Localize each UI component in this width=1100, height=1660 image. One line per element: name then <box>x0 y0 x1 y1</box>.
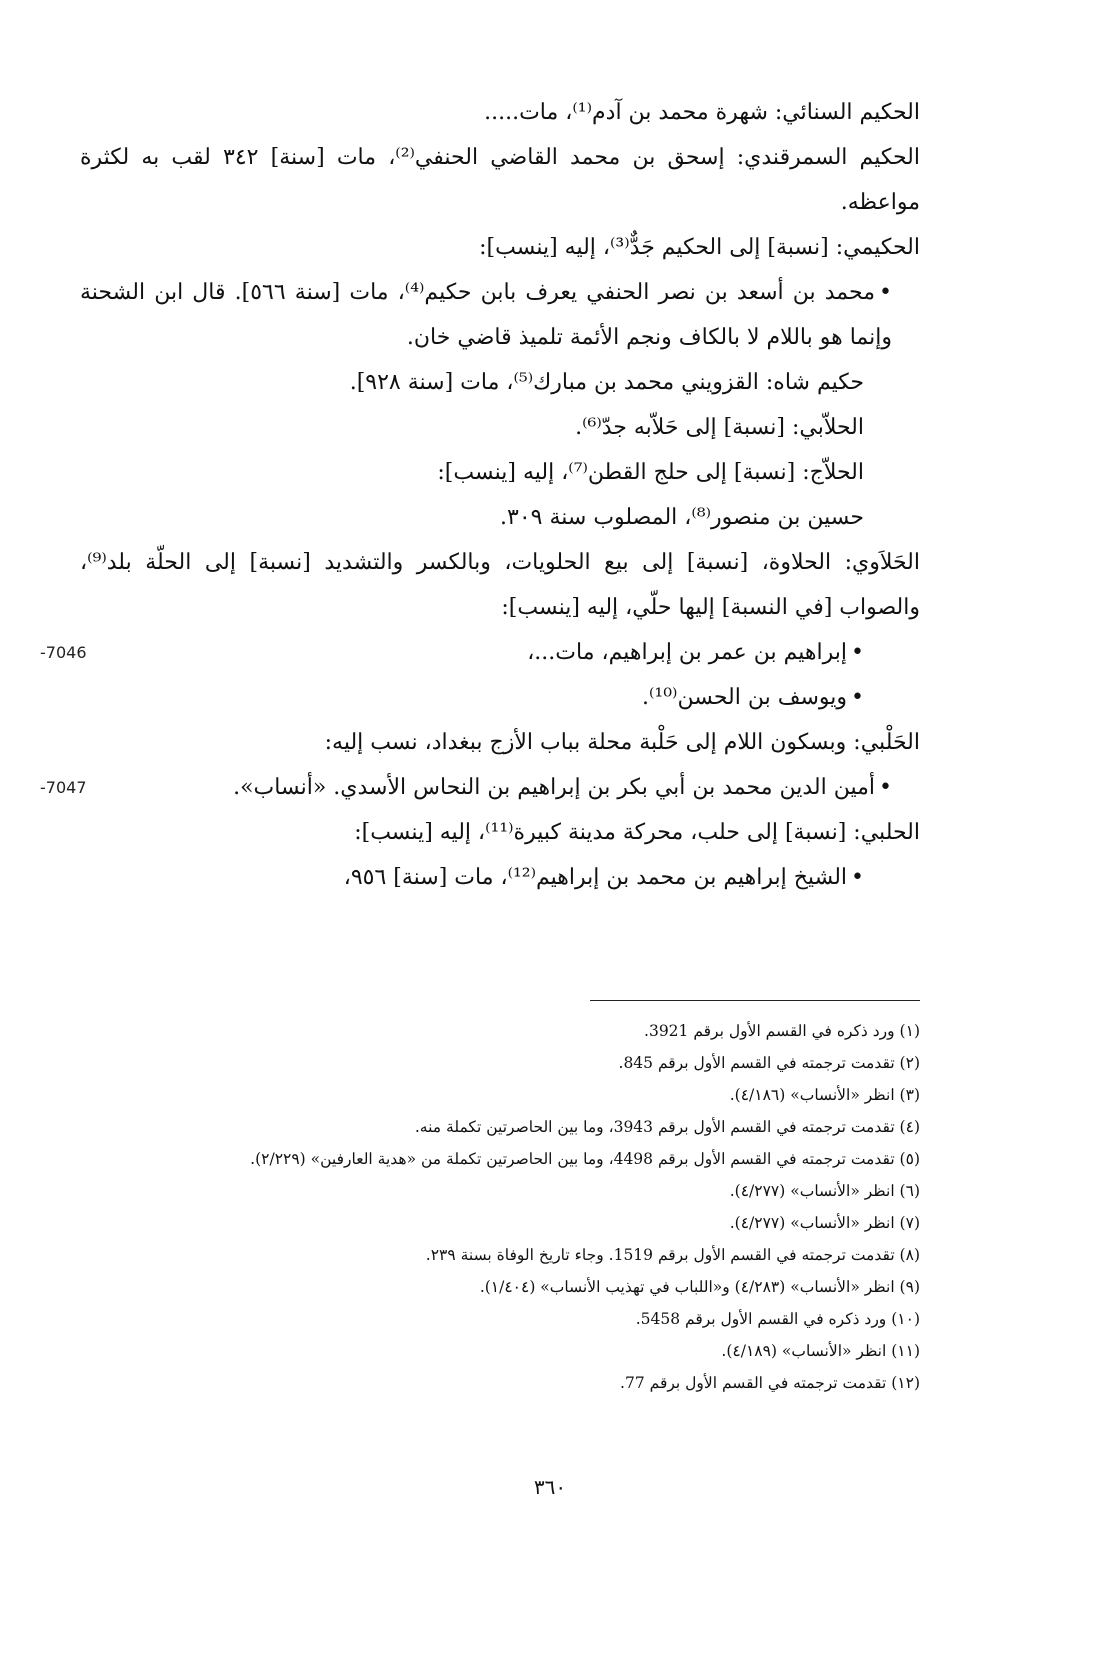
footnote: (٢) تقدمت ترجمته في القسم الأول برقم 845. <box>618 1054 920 1072</box>
footnote: (٨) تقدمت ترجمته في القسم الأول برقم 1519. وجاء تاريخ الوفاة بسنة ٢٣٩. <box>425 1246 920 1264</box>
bullet-marker <box>847 685 864 710</box>
entry-text: الشيخ إبراهيم بن محمد بن إبراهيم⁽¹²⁾، مات [سنة] ٩٥٦، <box>343 865 848 890</box>
footnotes <box>80 1015 920 1399</box>
entry-line <box>80 855 920 900</box>
entry-line: الحكيم السنائي: شهرة محمد بن آدم⁽¹⁾، مات..... <box>484 100 920 125</box>
entry-line: الحَلاَوي: الحلاوة، [نسبة] إلى بيع الحلويات، وبالكسر والتشديد [نسبة] إلى الحلّة بلد⁽⁹⁾، والصواب [في النسبة] إليها حلّي، إليه [ينسب]: <box>80 550 920 620</box>
entry-text: إبراهيم بن عمر بن إبراهيم، مات...، <box>527 640 848 665</box>
entry-line: حكيم شاه: القزويني محمد بن مبارك⁽⁵⁾، مات [سنة ٩٢٨]. <box>349 370 864 395</box>
entry-line <box>40 630 920 675</box>
entry-number: -7046 <box>40 643 87 662</box>
entry-line <box>40 765 920 810</box>
entry-line <box>80 675 920 720</box>
footnote: (٣) انظر «الأنساب» (٤/١٨٦). <box>729 1086 920 1104</box>
main-text <box>40 90 920 900</box>
bullet-marker <box>875 775 892 800</box>
entry-text: أمين الدين محمد بن أبي بكر بن إبراهيم بن النحاس الأسدي. «أنساب». <box>233 775 876 800</box>
bullet-marker <box>875 280 892 305</box>
entry-line: الحكيمي: [نسبة] إلى الحكيم جَدٌّ⁽³⁾، إليه [ينسب]: <box>479 235 920 260</box>
footnote: (٩) انظر «الأنساب» (٤/٢٨٣) و«اللباب في تهذيب الأنساب» (١/٤٠٤). <box>479 1278 920 1296</box>
entry-line: الحلبي: [نسبة] إلى حلب، محركة مدينة كبيرة⁽¹¹⁾، إليه [ينسب]: <box>354 820 920 845</box>
footnote: (٧) انظر «الأنساب» (٤/٢٧٧). <box>729 1214 920 1232</box>
footnote: (٦) انظر «الأنساب» (٤/٢٧٧). <box>729 1182 920 1200</box>
entry-line: الحلاّج: [نسبة] إلى حلج القطن⁽⁷⁾، إليه [ينسب]: <box>437 460 864 485</box>
footnote-separator <box>590 1000 920 1001</box>
page-number: ٣٦٠ <box>533 1475 567 1499</box>
footnote: (١١) انظر «الأنساب» (٤/١٨٩). <box>721 1342 920 1360</box>
footnote: (١) ورد ذكره في القسم الأول برقم 3921. <box>644 1022 920 1040</box>
entry-number: -7047 <box>40 778 87 797</box>
footnote: (٤) تقدمت ترجمته في القسم الأول برقم 3943، وما بين الحاصرتين تكملة منه. <box>414 1118 920 1136</box>
entry-line: الحلاّبي: [نسبة] إلى حَلاّبه جدّ⁽⁶⁾. <box>575 415 864 440</box>
footnote: (١٢) تقدمت ترجمته في القسم الأول برقم 77. <box>620 1374 920 1392</box>
entry-line <box>80 270 920 360</box>
entry-line: حسين بن منصور⁽⁸⁾، المصلوب سنة ٣٠٩. <box>500 505 864 530</box>
entry-line: الحَلْبي: وبسكون اللام إلى حَلْبة محلة بباب الأزج ببغداد، نسب إليه: <box>324 730 920 755</box>
footnote: (٥) تقدمت ترجمته في القسم الأول برقم 4498، وما بين الحاصرتين تكملة من «هدية العارفين» (٢/٢٢٩). <box>250 1150 920 1168</box>
entry-text: محمد بن أسعد بن نصر الحنفي يعرف بابن حكيم⁽⁴⁾، مات [سنة ٥٦٦]. قال ابن الشحنة وإنما هو باللام لا بالكاف ونجم الأئمة تلميذ قاضي خان. <box>80 280 892 350</box>
entry-text: ويوسف بن الحسن⁽¹⁰⁾. <box>642 685 848 710</box>
bullet-marker <box>847 640 864 665</box>
entry-line: الحكيم السمرقندي: إسحق بن محمد القاضي الحنفي⁽²⁾، مات [سنة] ٣٤٢ لقب به لكثرة مواعظه. <box>80 145 920 215</box>
bullet-marker <box>847 865 864 890</box>
footnote: (١٠) ورد ذكره في القسم الأول برقم 5458. <box>635 1310 920 1328</box>
